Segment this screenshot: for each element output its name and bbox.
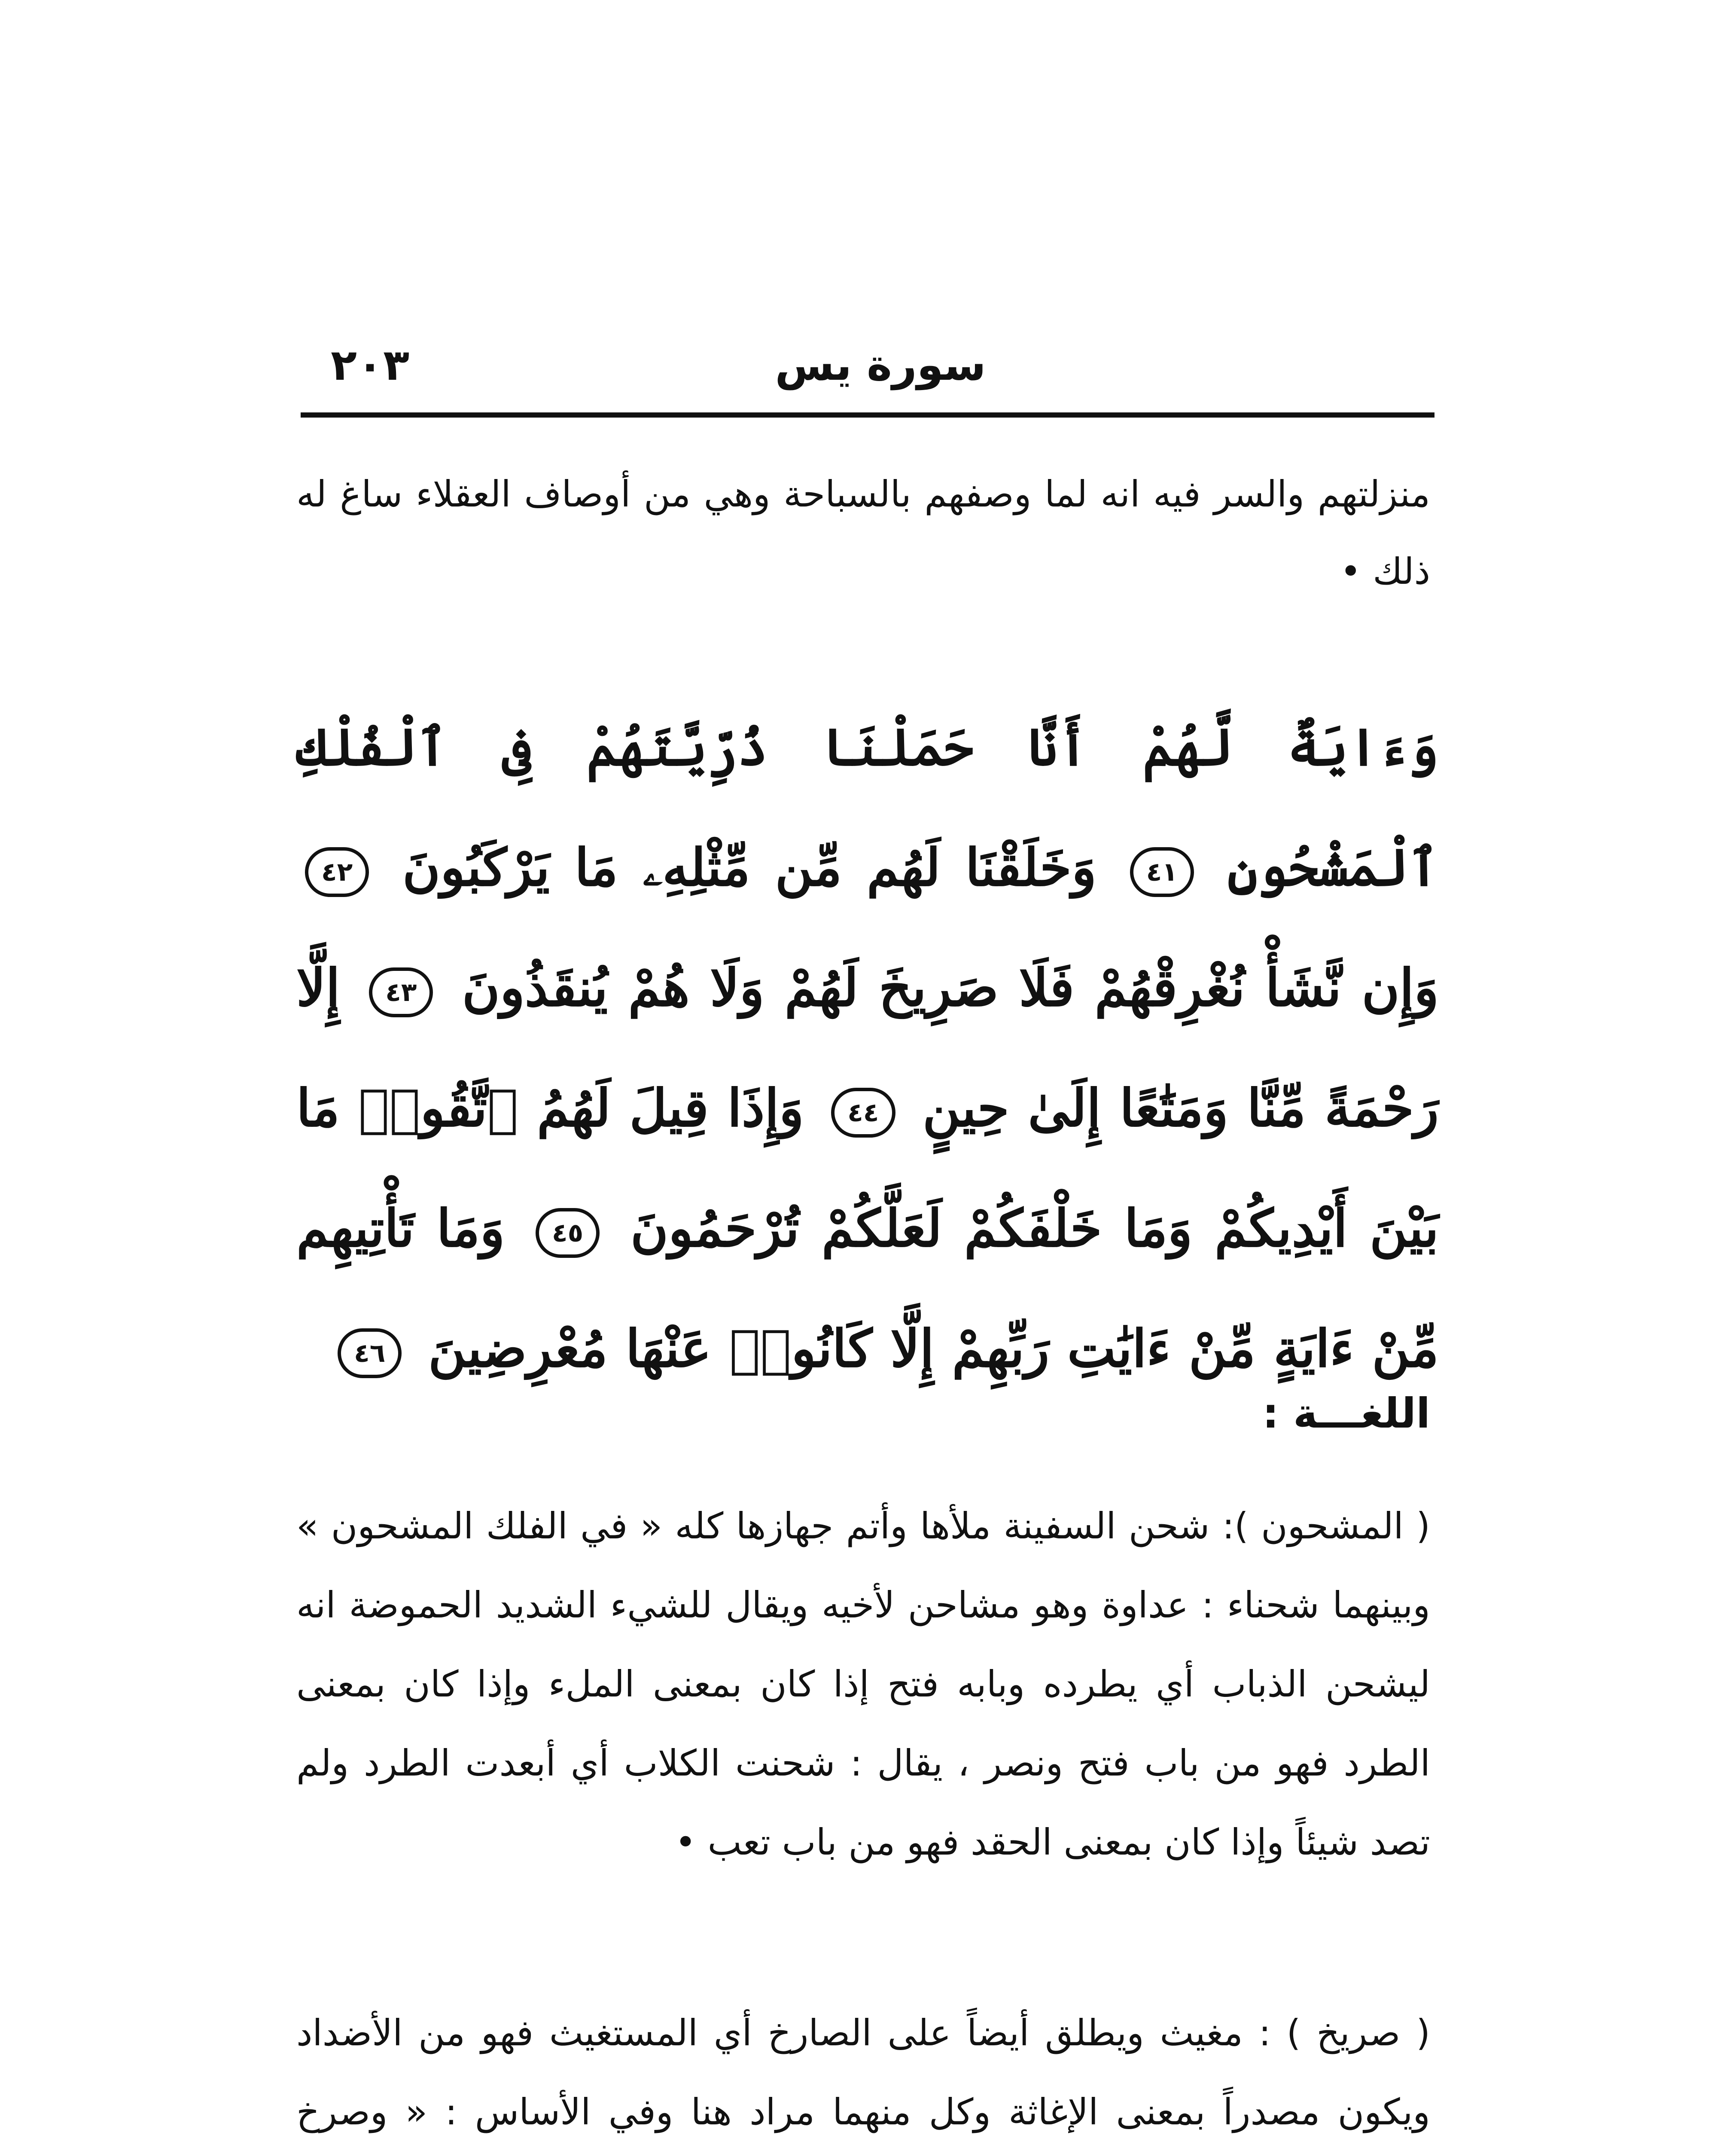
verse-number-marker: ٤٦	[338, 1328, 402, 1378]
definition-paragraph-sarikh: ( صريخ ) : مغيث ويطلق أيضاً على الصارخ أي المستغيث فهو من الأضداد ويكون مصدراً بمعنى الإغاثة وكل منهما مراد هنا وفي الأساس : « وصرخ	[296, 2012, 1430, 2133]
verse-number-marker: ٤٣	[369, 967, 433, 1017]
verse-number-marker: ٤٤	[831, 1088, 895, 1138]
verse-text: وَءَايَةٌ لَّهُمْ أَنَّا حَمَلْنَا ذُرِّيَّتَهُمْ فِى ٱلْفُلْكِ ٱلْمَشْحُونِ	[296, 717, 1439, 898]
verse-text: وَمَا تَأْتِيهِم مِّنْ ءَايَةٍ مِّنْ ءَايَٰتِ رَبِّهِمْ إِلَّا كَانُوا۟ عَنْهَا مُعْرِضِينَ	[296, 1198, 1439, 1379]
verse-text: وَإِن نَّشَأْ نُغْرِقْهُمْ فَلَا صَرِيخَ لَهُمْ وَلَا هُمْ يُنقَذُونَ	[462, 958, 1439, 1018]
definition-paragraph-mashhun: ( المشحون ): شحن السفينة ملأها وأتم جهازها كله « في الفلك المشحون » وبينهما شحناء : عداوة وهو مشاحن لأخيه ويقال للشيء الشديد الحموضة انه ليشحن الذباب أي يطرده وبابه فتح إذا كان بمعنى الملء وإذا كان بمعنى الطرد فهو من باب فتح ونصر ، يقال : شحنت الكلاب أي أبعدت الطرد ولم تصد شيئاً وإذا كان بمعنى الحقد فهو من باب تعب •	[296, 1505, 1430, 1863]
verse-number-marker: ٤١	[1130, 847, 1194, 897]
quran-verses	[296, 687, 1439, 1409]
running-title: سورة يس	[775, 340, 986, 390]
verse-text: وَإِذَا قِيلَ لَهُمُ ٱتَّقُوا۟ مَا بَيْنَ أَيْدِيكُمْ وَمَا خَلْفَكُمْ لَعَلَّكُمْ تُرْحَمُونَ	[296, 1078, 1439, 1259]
section-heading: اللغـــة :	[1262, 1389, 1430, 1437]
intro-paragraph: منزلتهم والسر فيه انه لما وصفهم بالسباحة وهي من أوصاف العقلاء ساغ له ذلك •	[296, 473, 1430, 592]
verse-text: إِلَّا رَحْمَةً مِّنَّا وَمَتَٰعًا إِلَىٰ حِينٍ	[296, 958, 1439, 1138]
header-rule	[301, 412, 1434, 418]
page-number: ٢٠٣	[331, 340, 410, 390]
verse-text: وَخَلَقْنَا لَهُم مِّن مِّثْلِهِۦ مَا يَرْكَبُونَ	[402, 837, 1096, 898]
verse-number-marker: ٤٢	[305, 847, 369, 897]
page-header	[301, 326, 1434, 400]
verse-number-marker: ٤٥	[536, 1208, 600, 1258]
